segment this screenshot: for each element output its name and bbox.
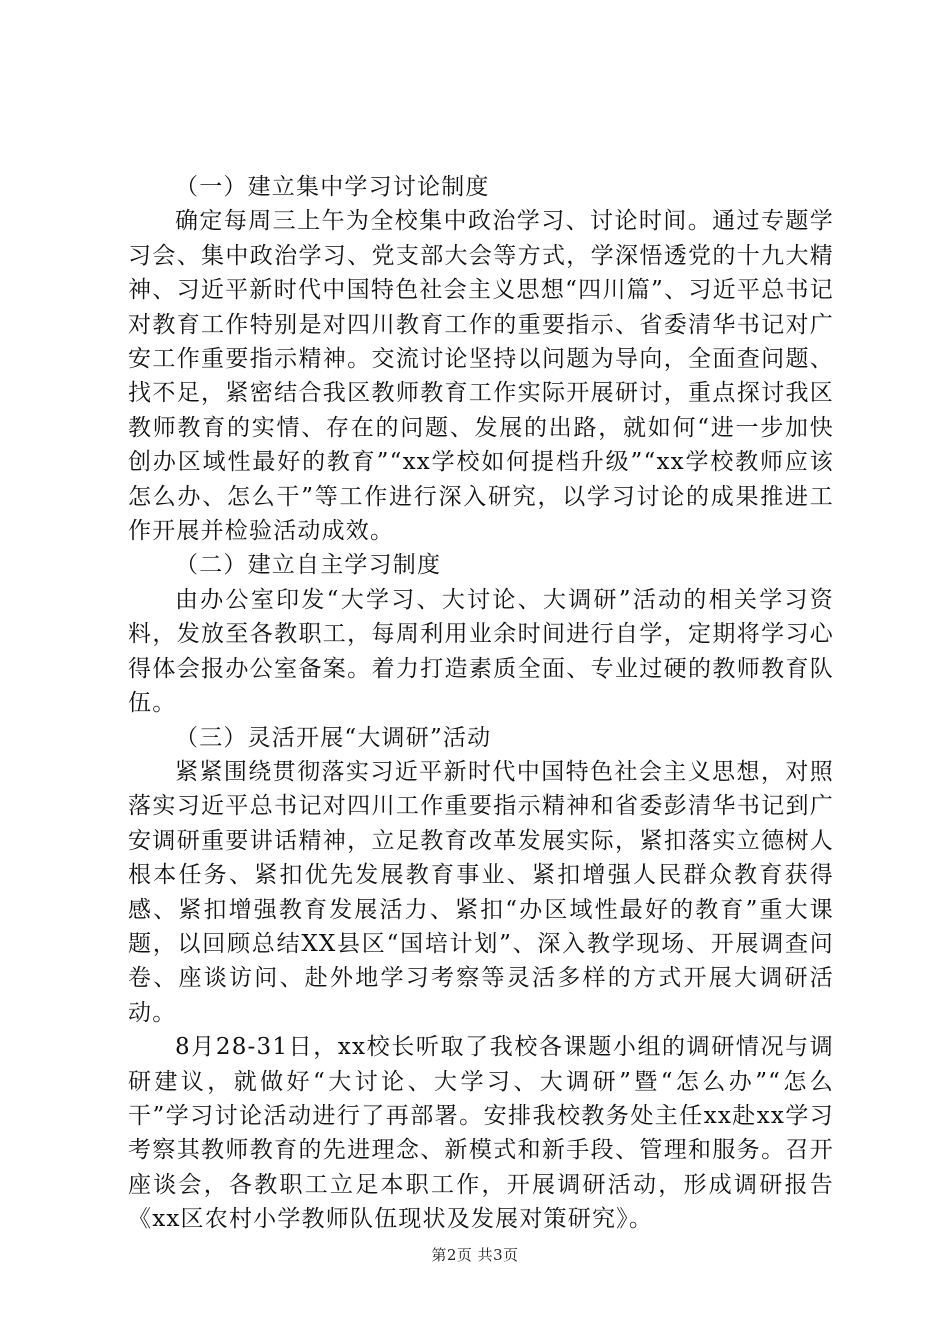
section-heading-3: （三）灵活开展“大调研”活动 [175,724,492,751]
page-number-footer: 第2页 共3页 [431,1246,519,1264]
document-body [128,170,834,1237]
section-heading-1: （一）建立集中学习讨论制度 [175,174,490,200]
section-2-paragraph: 由办公室印发“大学习、大讨论、大调研”活动的相关学习资料，发放至各教职工，每周利用业余时间进行自学，定期将学习心得体会报办公室备案。着力打造素质全面、专业过硬的教师教育队伍。 [128,586,834,717]
section-heading-2: （二）建立自主学习制度 [175,552,442,579]
section-3-paragraph-1: 紧紧围绕贯彻落实习近平新时代中国特色社会主义思想，对照落实习近平总书记对四川工作重要指示精神和省委彭清华书记到广安调研重要讲话精神，立足教育改革发展实际，紧扣落实立德树人根本任务、紧扣优先发展教育事业、紧扣增强人民群众教育获得感、紧扣增强教育发展活力、紧扣“办区域性最好的教育”重大课题，以回顾总结XX县区“国培计划”、深入教学现场、开展调查问卷、座谈访问、赴外地学习考察等灵活多样的方式开展大调研活动。 [128,758,834,1026]
section-1-paragraph: 确定每周三上午为全校集中政治学习、讨论时间。通过专题学习会、集中政治学习、党支部大会等方式，学深悟透党的十九大精神、习近平新时代中国特色社会主义思想“四川篇”、习近平总书记对教育工作特别是对四川教育工作的重要指示、省委清华书记对广安工作重要指示精神。交流讨论坚持以问题为导向，全面查问题、找不足，紧密结合我区教师教育工作实际开展研讨，重点探讨我区教师教育的实情、存在的问题、发展的出路，就如何“进一步加快创办区域性最好的教育”“xx学校如何提档升级”“xx学校教师应该怎么办、怎么干”等工作进行深入研究，以学习讨论的成果推进工作开展并检验活动成效。 [128,208,834,545]
section-3-paragraph-2: 8月28-31日，xx校长听取了我校各课题小组的调研情况与调研建议，就做好“大讨论、大学习、大调研”暨“怎么办”“怎么干”学习讨论活动进行了再部署。安排我校教务处主任xx赴xx学习考察其教师教育的先进理念、新模式和新手段、管理和服务。召开座谈会，各教职工立足本职工作，开展调研活动，形成调研报告《xx区农村小学教师队伍现状及发展对策研究》。 [128,1034,834,1233]
